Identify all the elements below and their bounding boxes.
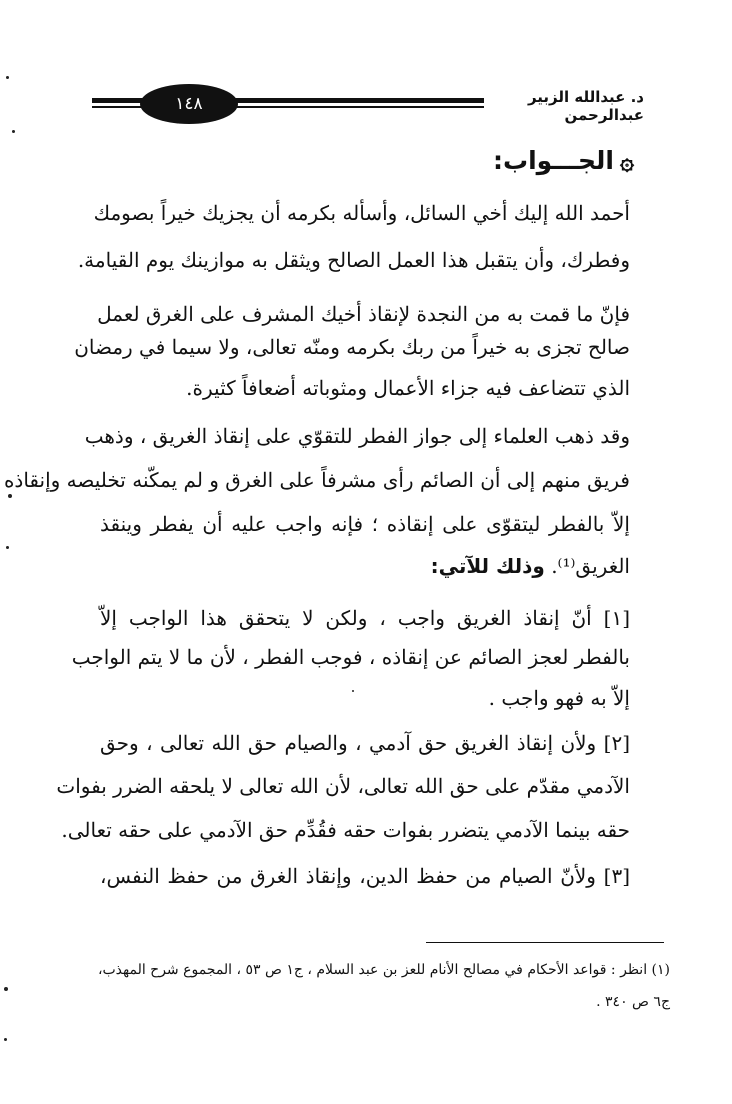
text-line: الآدمي مقدّم على حق الله تعالى، لأن الله تعالى لا يلحقه الضرر بفوات — [56, 774, 630, 798]
header-rule-thin — [222, 106, 484, 108]
scan-speck — [352, 690, 354, 692]
text-line — [100, 546, 630, 586]
text-line: [١] أنّ إنقاذ الغريق واجب ، ولكن لا يتحقق هذا الواجب إلاّ — [100, 606, 631, 630]
scan-speck — [12, 130, 15, 133]
bold-phrase: وذلك للآتي: — [430, 554, 545, 578]
scan-speck — [6, 76, 9, 79]
footnote-line: (١) انظر : قواعد الأحكام في مصالح الأنام للعز بن عبد السلام ، ج١ ص ٥٣ ، المجموع شرح المهذب، — [97, 962, 670, 978]
text-line: فريق منهم إلى أن الصائم رأى مشرفاً على الغرق و لم يمكّنه تخليصه وإنقاذه — [3, 468, 630, 492]
running-head-author: د. عبدالله الزبير عبدالرحمن — [527, 88, 644, 124]
scan-speck — [4, 1038, 7, 1041]
text-line: أحمد الله إليك أخي السائل، وأسأله بكرمه أن يجزيك خيراً بصومك — [93, 201, 630, 225]
scan-speck — [8, 494, 12, 498]
text-line: إلاّ به فهو واجب . — [488, 686, 630, 710]
text-line: [٢] ولأن إنقاذ الغريق حق آدمي ، والصيام حق الله تعالى ، وحق — [100, 731, 630, 755]
text-line: فإنّ ما قمت به من النجدة لإنقاذ أخيك المشرف على الغرق لعمل — [97, 302, 630, 326]
ornament-icon: ۞ — [619, 147, 634, 175]
answer-heading — [493, 146, 634, 175]
text-segment: الغريق⁽¹⁾. — [551, 554, 630, 578]
footnote-line: ج٦ ص ٣٤٠ . — [596, 994, 670, 1010]
text-line: وفطرك، وأن يتقبل هذا العمل الصالح ويثقل به موازينك يوم القيامة. — [77, 248, 630, 272]
text-line: إلاّ بالفطر ليتقوّى على إنقاذه ؛ فإنه واجب عليه أن يفطر وينقذ — [100, 512, 630, 536]
text-line: صالح تجزى به خيراً من ربك بكرمه ومنّه تعالى، ولا سيما في رمضان — [74, 335, 630, 359]
answer-heading-label: الجـــواب: — [492, 146, 614, 175]
footnote-rule — [426, 942, 664, 943]
header-rule — [222, 98, 484, 103]
text-line: حقه بينما الآدمي يتضرر بفوات حقه فقُدِّم حق الآدمي على حقه تعالى. — [61, 818, 630, 842]
text-line: [٣] ولأنّ الصيام من حفظ الدين، وإنقاذ الغرق من حفظ النفس، — [100, 864, 630, 888]
page-number: ١٤٨ — [140, 84, 238, 124]
scan-speck — [6, 546, 9, 549]
text-line: الذي تتضاعف فيه جزاء الأعمال ومثوباته أضعافاً كثيرة. — [186, 376, 630, 400]
text-line: بالفطر لعجز الصائم عن إنقاذه ، فوجب الفطر ، لأن ما لا يتم الواجب — [71, 645, 630, 669]
text-line: وقد ذهب العلماء إلى جواز الفطر للتقوّي على إنقاذ الغريق ، وذهب — [84, 424, 630, 448]
scan-speck — [4, 987, 8, 991]
